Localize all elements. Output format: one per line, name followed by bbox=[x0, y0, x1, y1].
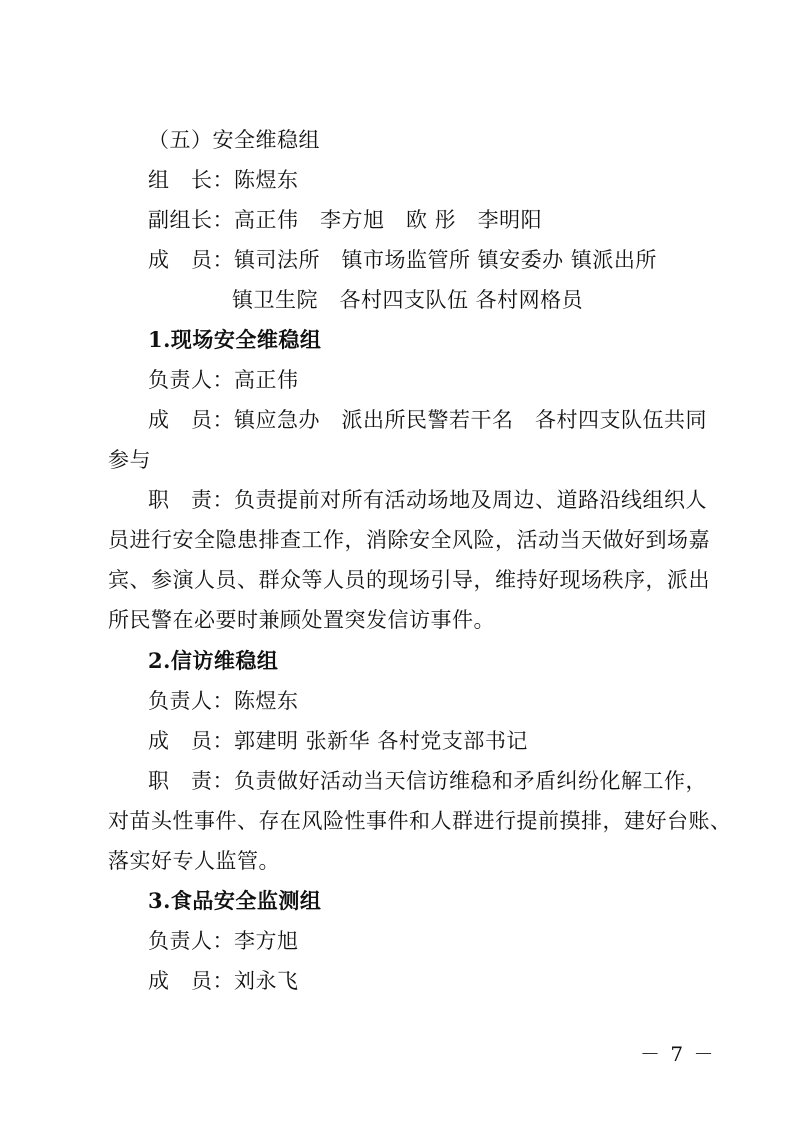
group2-heading: 2.信访维稳组 bbox=[148, 648, 279, 673]
members-line: 成 员：镇司法所 镇市场监管所 镇安委办 镇派出所 bbox=[148, 248, 657, 272]
deputy-leaders-line: 副组长：高正伟 李方旭 欧 彤 李明阳 bbox=[148, 208, 543, 232]
section-title: （五）安全维稳组 bbox=[148, 128, 320, 152]
group2-responsible: 负责人：陈煜东 bbox=[148, 689, 299, 713]
group3-heading: 3.食品安全监测组 bbox=[148, 888, 322, 913]
page-number: － 7 － bbox=[640, 1042, 716, 1066]
group3-responsible: 负责人：李方旭 bbox=[148, 929, 299, 953]
group1-duties-line: 职 责：负责提前对所有活动场地及周边、道路沿线组织人 bbox=[148, 488, 707, 512]
group2-duties-line: 职 责：负责做好活动当天信访维稳和矛盾纠纷化解工作， bbox=[148, 769, 707, 793]
group1-duties-line: 宾、参演人员、群众等人员的现场引导，维持好现场秩序，派出 bbox=[108, 568, 710, 592]
group1-responsible: 负责人：高正伟 bbox=[148, 368, 299, 392]
group1-heading: 1.现场安全维稳组 bbox=[148, 327, 322, 352]
leader-line: 组 长：陈煜东 bbox=[148, 168, 299, 192]
group1-members: 成 员：镇应急办 派出所民警若干名 各村四支队伍共同 bbox=[148, 408, 707, 432]
members-line-continued: 镇卫生院 各村四支队伍 各村网格员 bbox=[232, 288, 584, 312]
group1-members-continued: 参与 bbox=[108, 448, 151, 472]
group2-duties-line: 落实好专人监管。 bbox=[108, 849, 280, 873]
group1-duties-line: 所民警在必要时兼顾处置突发信访事件。 bbox=[108, 608, 495, 632]
group2-duties-line: 对苗头性事件、存在风险性事件和人群进行提前摸排，建好台账、 bbox=[108, 809, 732, 833]
group1-duties-line: 员进行安全隐患排查工作，消除安全风险，活动当天做好到场嘉 bbox=[108, 528, 710, 552]
group3-members: 成 员：刘永飞 bbox=[148, 969, 299, 993]
group2-members: 成 员：郭建明 张新华 各村党支部书记 bbox=[148, 729, 528, 753]
